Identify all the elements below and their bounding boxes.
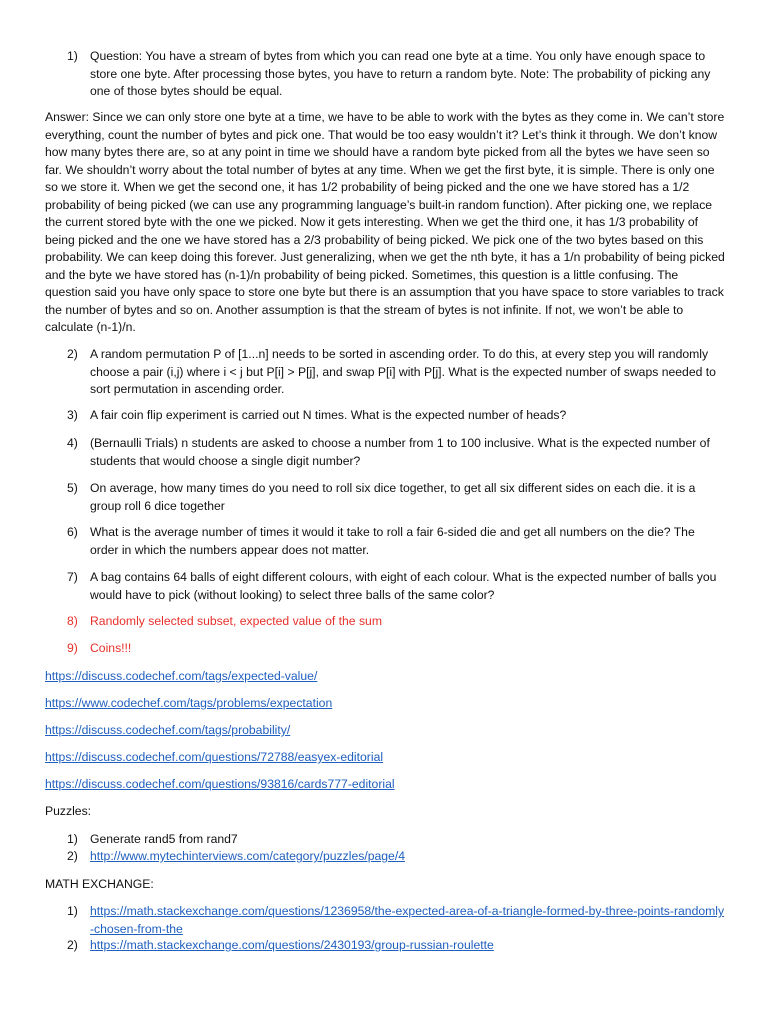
link-easyex-editorial[interactable]: https://discuss.codechef.com/questions/72788/easyex-editorial (45, 750, 384, 764)
puzzle-item-2 (45, 848, 725, 866)
puzzle-link[interactable]: http://www.mytechinterviews.com/category/puzzles/page/4 (90, 849, 405, 863)
list-number: 8) (67, 614, 78, 628)
list-number: 2) (67, 938, 78, 952)
list-number: 7) (67, 570, 78, 584)
question-text: A fair coin flip experiment is carried out N times. What is the expected number of heads? (90, 408, 567, 422)
question-item-9 (45, 640, 725, 658)
list-number: 1) (67, 832, 78, 846)
puzzle-text: Generate rand5 from rand7 (90, 832, 238, 846)
question-text: A random permutation P of [1...n] needs to be sorted in ascending order. To do this, at every step you will randomly choose a pair (i,j) where i < j but P[i] > P[j], and swap P[i] with P[j]. What is the expected number of swaps needed to sort permutation in ascending order. (90, 347, 716, 396)
list-number: 4) (67, 436, 78, 450)
question-item-1 (45, 48, 725, 101)
question-item-8 (45, 613, 725, 631)
math-link-russian-roulette[interactable]: https://math.stackexchange.com/questions/2430193/group-russian-roulette (90, 938, 494, 952)
math-item-2 (45, 937, 725, 955)
list-number: 9) (67, 641, 78, 655)
list-number: 1) (67, 49, 78, 63)
list-number: 6) (67, 525, 78, 539)
link-expectation[interactable]: https://www.codechef.com/tags/problems/expectation (45, 696, 333, 710)
question-text: Coins!!! (90, 641, 132, 655)
link-cards777-editorial[interactable]: https://discuss.codechef.com/questions/93816/cards777-editorial (45, 777, 395, 791)
math-item-1 (45, 903, 725, 938)
question-item-7 (45, 569, 725, 604)
answer-paragraph: Answer: Since we can only store one byte at a time, we have to be able to work with the bytes as they come in. We can’t store everything, count the number of bytes and pick one. That would be too easy wouldn’t it? Let’s think it through. We don’t know how many bytes there are, so at any point in time we should have a random byte picked from all the bytes we have seen so far. We shouldn’t worry about the total number of bytes at any time. When we get the first byte, it is simple. There is only one so we store it. When we get the second one, it has 1/2 probability of being picked and the one we have stored has a 1/2 probability of being picked (we can use any programming language’s built-in random function). After picking one, we replace the current stored byte with the one we picked. Now it gets interesting. When we get the third one, it has 1/3 probability of being picked and the one we have stored has a 2/3 probability of being picked. We pick one of the two bytes based on this probability. We can keep doing this forever. Just generalizing, when we get the nth byte, it has a 1/n probability of being picked and the byte we have stored has (n-1)/n probability of being picked. Sometimes, this question is a little confusing. The question said you have only space to store one byte but there is an assumption that you have space to store variables to track the number of bytes and so on. Another assumption is that the stream of bytes is not infinite. If not, we won’t be able to calculate (n-1)/n. (45, 110, 725, 334)
puzzle-item-1 (45, 831, 725, 849)
list-number: 2) (67, 347, 78, 361)
question-text: (Bernaulli Trials) n students are asked to choose a number from 1 to 100 inclusive. What is the expected number of students that would choose a single digit number? (90, 436, 710, 468)
question-item-5 (45, 480, 725, 515)
puzzles-heading: Puzzles: (45, 804, 92, 818)
question-text: On average, how many times do you need to roll six dice together, to get all six different sides on each die. it is a group roll 6 dice together (90, 481, 696, 513)
question-text: What is the average number of times it would it take to roll a fair 6-sided die and get all numbers on the die? The order in which the numbers appear does not matter. (90, 525, 695, 557)
question-text: Question: You have a stream of bytes from which you can read one byte at a time. You only have enough space to store one byte. After processing those bytes, you have to return a random byte. Note: The probability of picking any one of those bytes should be equal. (90, 49, 711, 98)
link-probability[interactable]: https://discuss.codechef.com/tags/probability/ (45, 723, 291, 737)
math-link-triangle-area[interactable]: https://math.stackexchange.com/questions/1236958/the-expected-area-of-a-triangle-formed-by-three-points-randomly-chosen-from-the (90, 904, 725, 936)
list-number: 1) (67, 904, 78, 918)
list-number: 2) (67, 849, 78, 863)
math-exchange-heading: MATH EXCHANGE: (45, 877, 154, 891)
question-item-3 (45, 407, 725, 425)
question-text: A bag contains 64 balls of eight different colours, with eight of each colour. What is the expected number of balls you would have to pick (without looking) to select three balls of the same color? (90, 570, 717, 602)
link-expected-value[interactable]: https://discuss.codechef.com/tags/expected-value/ (45, 669, 318, 683)
question-item-2 (45, 346, 725, 399)
list-number: 5) (67, 481, 78, 495)
question-item-6 (45, 524, 725, 559)
question-item-4 (45, 435, 725, 470)
list-number: 3) (67, 408, 78, 422)
question-text: Randomly selected subset, expected value of the sum (90, 614, 382, 628)
